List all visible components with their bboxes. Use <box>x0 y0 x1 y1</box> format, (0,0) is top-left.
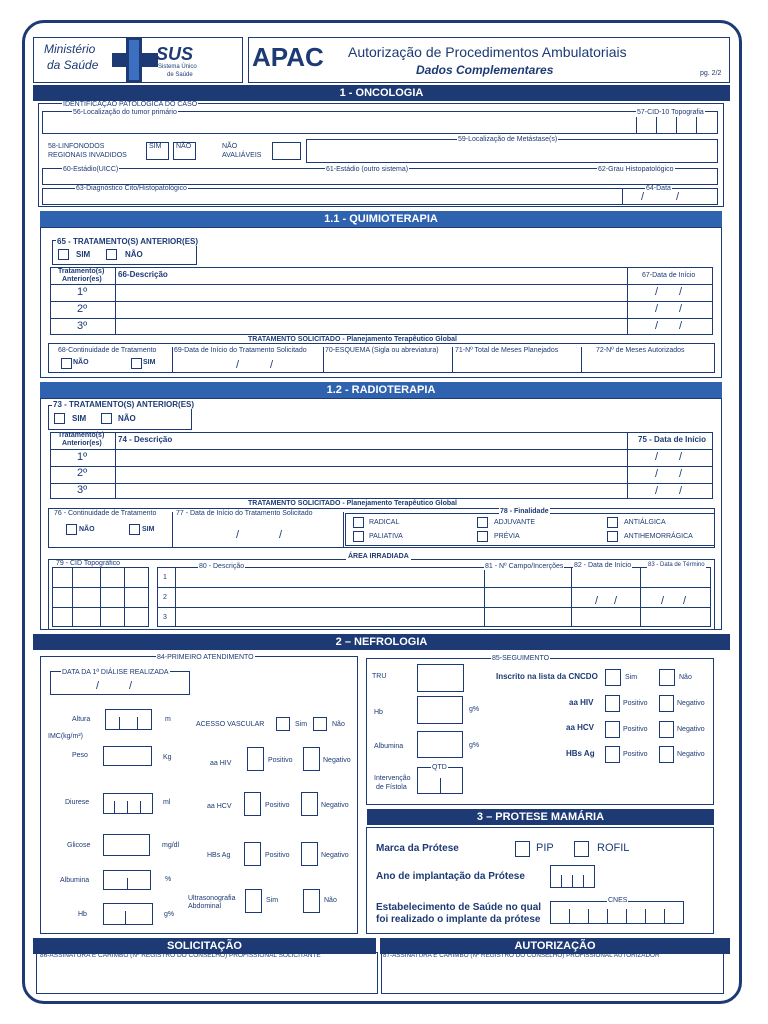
aa-hiv-negativo-label: Negativo <box>323 757 351 764</box>
date-slash: / <box>679 451 683 463</box>
albumina-unit: % <box>165 876 172 883</box>
hb-unit: g% <box>164 911 175 918</box>
page-number: pg. 2/2 <box>700 70 722 77</box>
field-68-label: 68-Continuidade de Tratamento <box>58 347 157 354</box>
field-84-label: 84-PRIMEIRO ATENDIMENTO <box>157 654 254 661</box>
finalidade-antihemorragica-checkbox[interactable] <box>607 531 618 542</box>
date-slash: / <box>655 286 659 298</box>
field-81-label: 81 - Nº Campo/Incerções <box>485 563 564 570</box>
header-subtitle: Dados Complementares <box>416 63 554 77</box>
field-65-label: 65 - TRATAMENTO(S) ANTERIOR(ES) <box>57 237 199 246</box>
acesso-sim-label: Sim <box>295 721 308 728</box>
intervencao-label2: de Fístola <box>376 784 407 791</box>
field-71-label: 71-Nº Total de Meses Planejados <box>455 347 559 354</box>
altura-input[interactable] <box>105 709 152 730</box>
area-row-1: 1 <box>163 574 167 581</box>
protese-bar: 3 – PROTESE MAMÁRIA <box>367 809 714 825</box>
field-57-label: 57-CID-10 Topografia <box>637 109 704 116</box>
field-58-label: 58-LINFONODOS <box>48 143 105 150</box>
seg-hbs-negativo-checkbox[interactable] <box>659 746 674 763</box>
radio-row-2: 2º <box>77 467 88 479</box>
radio-cont-sim-label: SIM <box>142 526 155 533</box>
field-59-label: 59-Localização de Metástase(s) <box>458 136 558 143</box>
albumina-label: Albumina <box>60 877 90 884</box>
finalidade-antihemorragica-label: ANTIHEMORRÁGICA <box>624 533 693 540</box>
diurese-unit: ml <box>163 799 171 806</box>
date-slash: / <box>661 595 665 607</box>
quimio-trat-header: Tratamento(s) <box>58 268 105 275</box>
qtd-label: QTD <box>432 764 447 771</box>
hb-label: Hb <box>78 911 87 918</box>
usg-nao-checkbox[interactable] <box>303 889 320 913</box>
altura-unit: m <box>165 716 171 723</box>
finalidade-adjuvante-label: ADJUVANTE <box>494 519 536 526</box>
hbs-positivo-checkbox[interactable] <box>244 842 261 866</box>
diurese-input[interactable] <box>103 793 153 814</box>
estabelecimento-label: Estabelecimento de Saúde no qual <box>376 902 542 913</box>
finalidade-radical-checkbox[interactable] <box>353 517 364 528</box>
quimio-sim-checkbox[interactable] <box>58 249 69 260</box>
seg-hcv-negativo-label: Negativo <box>677 726 705 733</box>
field-69-label: 69-Data de Início do Tratamento Solicitado <box>174 347 307 354</box>
radio-trat-header: Tratamento(s) <box>58 432 105 439</box>
field-79-label: 79 - CID Topográfico <box>56 560 121 567</box>
seg-hbs-label: HBs Ag <box>566 749 595 758</box>
inscrito-sim-checkbox[interactable] <box>605 669 621 686</box>
quimio-cont-nao-checkbox[interactable] <box>61 358 72 369</box>
date-slash: / <box>679 320 683 332</box>
field-67-label: 67-Data de Início <box>642 272 696 279</box>
aa-hcv-label: aa HCV <box>207 803 232 810</box>
nao-avaliaveis-box[interactable] <box>272 142 301 160</box>
sus-sub1: Sistema Único <box>158 64 197 70</box>
header-title: Autorização de Procedimentos Ambulatoriais <box>348 44 627 60</box>
usg-nao-label: Não <box>324 897 337 904</box>
date-slash: / <box>676 191 680 203</box>
seg-hiv-negativo-checkbox[interactable] <box>659 695 674 712</box>
linfonodos-nao-label: NÃO <box>176 143 192 150</box>
seg-hbs-positivo-label: Positivo <box>623 751 648 758</box>
seg-hiv-positivo-label: Positivo <box>623 700 648 707</box>
seg-hb-unit: g% <box>469 706 480 713</box>
date-slash: / <box>655 320 659 332</box>
finalidade-previa-checkbox[interactable] <box>477 531 488 542</box>
seg-aa-hiv-label: aa HIV <box>569 698 594 707</box>
seg-hcv-positivo-checkbox[interactable] <box>605 721 620 738</box>
area-irradiada-label: ÁREA IRRADIADA <box>348 553 409 560</box>
peso-label: Peso <box>72 752 88 759</box>
data-dialise-label: DATA DA 1ª DIÁLISE REALIZADA <box>62 669 169 676</box>
quimio-row-1: 1º <box>77 286 88 298</box>
inscrito-nao-label: Não <box>679 674 692 681</box>
inscrito-sim-label: Sim <box>625 674 638 681</box>
seg-hiv-positivo-checkbox[interactable] <box>605 695 620 712</box>
field-64-label: 64-Data <box>646 185 671 192</box>
aa-hcv-positivo-label: Positivo <box>265 802 290 809</box>
usg-sim-label: Sim <box>266 897 279 904</box>
field-85-label: 85-SEGUIMENTO <box>492 655 550 662</box>
pip-label: PIP <box>536 842 554 854</box>
date-slash: / <box>679 485 683 497</box>
aa-hcv-negativo-label: Negativo <box>321 802 349 809</box>
radio-sim-checkbox[interactable] <box>54 413 65 424</box>
field-60-label: 60-Estádio(UICC) <box>63 166 119 173</box>
date-slash: / <box>279 529 283 541</box>
seg-albumina-unit: g% <box>469 742 480 749</box>
field-74-label: 74 - Descrição <box>118 435 173 444</box>
radio-cont-nao-checkbox[interactable] <box>66 524 77 535</box>
finalidade-radical-label: RADICAL <box>369 519 400 526</box>
radio-row-3: 3º <box>77 484 88 496</box>
identificacao-legend: IDENTIFICAÇÃO PATOLÓGICA DO CASO <box>63 101 198 108</box>
hbs-ag-label: HBs Ag <box>207 852 231 859</box>
finalidade-paliativa-label: PALIATIVA <box>369 533 403 540</box>
quimio-cont-nao-label: NÃO <box>73 359 89 366</box>
sus-sub2: de Saúde <box>167 72 193 78</box>
quimio-row-2: 2º <box>77 303 88 315</box>
field-76-label: 76 - Continuidade de Tratamento <box>54 510 157 517</box>
area-row-3: 3 <box>163 614 167 621</box>
quimio-nao-checkbox[interactable] <box>106 249 117 260</box>
radio-sim-label: SIM <box>72 414 87 423</box>
aa-hiv-positivo-checkbox[interactable] <box>247 747 264 771</box>
field-87-label: 87-ASSINATURA E CARIMBO (Nº REGISTRO DO CONSELHO) PROFISSIONAL AUTORIZADOR <box>383 952 660 959</box>
intervencao-label: Intervenção <box>374 775 411 782</box>
finalidade-previa-label: PRÉVIA <box>494 533 520 540</box>
imc-label: IMC(kg/m²) <box>48 733 83 740</box>
aa-hcv-positivo-checkbox[interactable] <box>244 792 261 816</box>
seg-hb-label: Hb <box>374 709 383 716</box>
date-slash: / <box>655 485 659 497</box>
date-slash: / <box>655 303 659 315</box>
date-slash: / <box>679 303 683 315</box>
date-slash: / <box>641 191 645 203</box>
hbs-negativo-label: Negativo <box>321 852 349 859</box>
date-slash: / <box>129 680 133 692</box>
radio-nao-label: NÃO <box>118 414 136 423</box>
glicose-input[interactable] <box>103 834 150 856</box>
glicose-label: Glicose <box>67 842 91 849</box>
marca-protese-label: Marca da Prótese <box>376 843 459 854</box>
radio-row-1: 1º <box>77 451 88 463</box>
glicose-unit: mg/dl <box>162 842 180 849</box>
estabelecimento-label2: foi realizado o implante da prótese <box>376 914 541 925</box>
quimio-solicitado-label: TRATAMENTO SOLICITADO - Planejamento Terapêutico Global <box>248 336 457 343</box>
tru-label: TRU <box>372 673 387 680</box>
ministerio-label: Ministério <box>44 42 96 56</box>
finalidade-antialgica-checkbox[interactable] <box>607 517 618 528</box>
usg-sim-checkbox[interactable] <box>245 889 262 913</box>
hbs-negativo-checkbox[interactable] <box>301 842 318 866</box>
solicitacao-bar: SOLICITAÇÃO <box>33 938 376 954</box>
finalidade-paliativa-checkbox[interactable] <box>353 531 364 542</box>
date-slash: / <box>96 680 100 692</box>
field-62-label: 62-Grau Histopatológico <box>598 166 674 173</box>
usg-label: Ultrasonografia <box>188 895 236 902</box>
seg-hcv-positivo-label: Positivo <box>623 726 648 733</box>
seg-hbs-negativo-label: Negativo <box>677 751 705 758</box>
aa-hcv-negativo-checkbox[interactable] <box>301 792 318 816</box>
radio-bar: 1.2 - RADIOTERAPIA <box>40 382 722 398</box>
nao-avaliaveis-label: NÃO <box>222 143 238 150</box>
quimio-bar: 1.1 - QUIMIOTERAPIA <box>40 211 722 227</box>
ano-implantacao-label: Ano de implantação da Prótese <box>376 871 525 882</box>
seg-aa-hcv-label: aa HCV <box>566 723 595 732</box>
field-70-label: 70-ESQUEMA (Sigla ou abreviatura) <box>325 347 439 354</box>
usg-label2: Abdominal <box>188 903 222 910</box>
date-slash: / <box>614 595 618 607</box>
hb-input[interactable] <box>103 903 153 925</box>
date-slash: / <box>679 286 683 298</box>
acesso-vascular-label: ACESSO VASCULAR <box>196 721 265 728</box>
field-63-label: 63-Diagnóstico Cito/Histopatológico <box>76 185 187 192</box>
field-73-label: 73 - TRATAMENTO(S) ANTERIOR(ES) <box>53 400 195 409</box>
quimio-trat-header2: Anterior(es) <box>62 276 102 283</box>
date-slash: / <box>683 595 687 607</box>
aa-hiv-label: aa HIV <box>210 760 232 767</box>
saude-label: da Saúde <box>47 58 99 72</box>
finalidade-antialgica-label: ANTIÁLGICA <box>624 519 666 526</box>
field-86-label: 86-ASSINATURA E CARIMBO (Nº REGISTRO DO CONSELHO) PROFISSIONAL SOLICITANTE <box>40 952 321 959</box>
seg-hbs-positivo-checkbox[interactable] <box>605 746 620 763</box>
cnes-label: CNES <box>608 897 628 904</box>
field-78-box <box>345 513 715 546</box>
field-75-label: 75 - Data de Início <box>638 435 707 444</box>
tru-input[interactable] <box>417 664 464 692</box>
seg-albumina-label: Albumina <box>374 743 404 750</box>
peso-input[interactable] <box>103 746 152 766</box>
field-83-label: 83 - Data de Término <box>648 562 705 568</box>
acesso-nao-label: Não <box>332 721 345 728</box>
field-80-label: 80 - Descrição <box>199 563 245 570</box>
field-61-label: 61-Estádio (outro sistema) <box>326 166 409 173</box>
rofil-label: ROFIL <box>597 842 630 854</box>
quimio-sim-label: SIM <box>76 250 91 259</box>
field-78-label: 78 - Finalidade <box>500 508 549 515</box>
field-66-label: 66-Descrição <box>118 270 168 279</box>
field-72-label: 72-Nº de Meses Autorizados <box>596 347 685 354</box>
nao-avaliaveis-label2: AVALIÁVEIS <box>222 152 262 159</box>
area-table <box>157 567 711 627</box>
inscrito-label: Inscrito na lista da CNCDO <box>496 672 598 681</box>
acesso-nao-checkbox[interactable] <box>313 717 327 731</box>
quimio-nao-label: NÃO <box>125 250 143 259</box>
radio-nao-checkbox[interactable] <box>101 413 112 424</box>
date-slash: / <box>655 468 659 480</box>
date-slash: / <box>595 595 599 607</box>
date-slash: / <box>236 529 240 541</box>
oncologia-bar: 1 - ONCOLOGIA <box>33 85 730 101</box>
hbs-positivo-label: Positivo <box>265 852 290 859</box>
radio-cont-nao-label: NÃO <box>79 526 95 533</box>
radio-trat-header2: Anterior(es) <box>62 440 102 447</box>
pip-checkbox[interactable] <box>515 841 530 857</box>
linfonodos-sim-label: SIM <box>149 143 162 150</box>
nefrologia-bar: 2 – NEFROLOGIA <box>33 634 730 650</box>
rofil-checkbox[interactable] <box>574 841 589 857</box>
inscrito-nao-checkbox[interactable] <box>659 669 675 686</box>
aa-hiv-negativo-checkbox[interactable] <box>303 747 320 771</box>
date-slash: / <box>236 359 240 371</box>
quimio-cont-sim-label: SIM <box>143 359 156 366</box>
field-82-label: 82 - Data de Início <box>574 562 632 569</box>
quimio-row-3: 3º <box>77 320 88 332</box>
quimio-cont-sim-checkbox[interactable] <box>131 358 142 369</box>
apac-logo: APAC <box>252 42 324 72</box>
sus-logo: SUS <box>156 44 194 64</box>
aa-hiv-positivo-label: Positivo <box>268 757 293 764</box>
date-slash: / <box>270 359 274 371</box>
autorizacao-bar: AUTORIZAÇÃO <box>380 938 730 954</box>
area-row-2: 2 <box>163 594 167 601</box>
seg-hcv-negativo-checkbox[interactable] <box>659 721 674 738</box>
radio-cont-sim-checkbox[interactable] <box>129 524 140 535</box>
field-77-label: 77 - Data de Início do Tratamento Solicitado <box>176 510 313 517</box>
altura-label: Altura <box>72 716 91 723</box>
finalidade-adjuvante-checkbox[interactable] <box>477 517 488 528</box>
date-slash: / <box>655 451 659 463</box>
diurese-label: Diurese <box>65 799 90 806</box>
date-slash: / <box>679 468 683 480</box>
radio-solicitado-label: TRATAMENTO SOLICITADO - Planejamento Terapêutico Global <box>248 500 457 507</box>
peso-unit: Kg <box>163 754 172 761</box>
field-56-label: 56-Localização do tumor primário <box>73 109 177 116</box>
sus-cross-icon <box>112 37 160 83</box>
seg-hb-input[interactable] <box>417 696 463 724</box>
seg-albumina-input[interactable] <box>417 731 463 758</box>
acesso-sim-checkbox[interactable] <box>276 717 290 731</box>
seg-hiv-negativo-label: Negativo <box>677 700 705 707</box>
field-58-label2: REGIONAIS INVADIDOS <box>48 152 127 159</box>
